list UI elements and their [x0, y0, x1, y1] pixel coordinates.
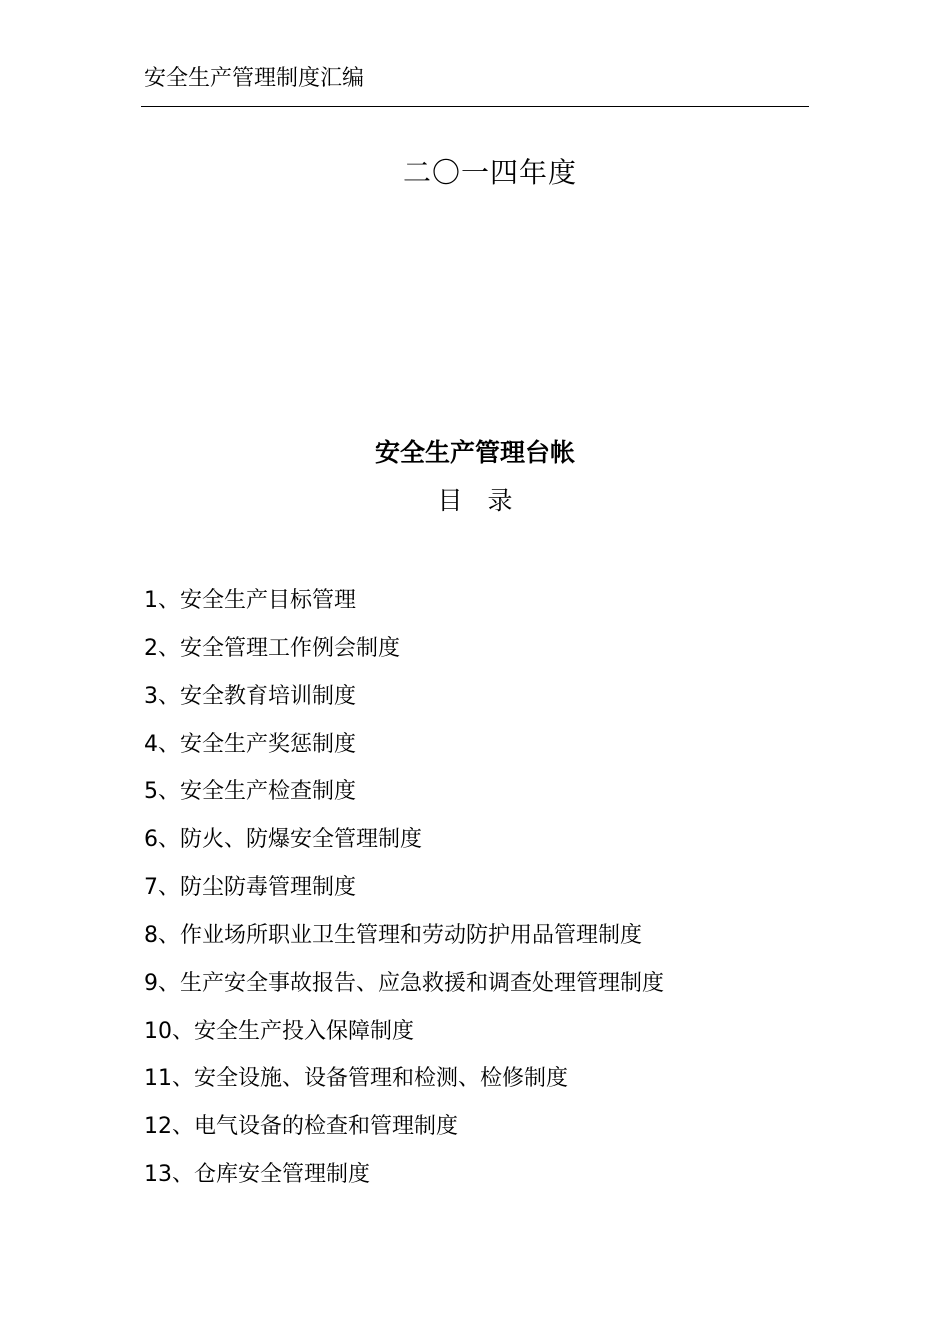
toc-item: 13、仓库安全管理制度 — [144, 1162, 370, 1188]
year-heading: 二〇一四年度 — [402, 156, 577, 189]
toc-item: 11、安全设施、设备管理和检测、检修制度 — [144, 1066, 568, 1092]
toc-item: 2、安全管理工作例会制度 — [144, 635, 400, 661]
toc-item: 12、电气设备的检查和管理制度 — [144, 1114, 458, 1140]
toc-item: 5、安全生产检查制度 — [144, 779, 356, 805]
toc-item: 10、安全生产投入保障制度 — [144, 1018, 414, 1044]
table-of-contents — [144, 586, 664, 1208]
toc-item: 9、生产安全事故报告、应急救援和调查处理管理制度 — [144, 970, 664, 996]
running-header: 安全生产管理制度汇编 — [144, 66, 365, 91]
toc-item: 4、安全生产奖惩制度 — [144, 731, 356, 757]
toc-item: 3、安全教育培训制度 — [144, 683, 356, 709]
toc-item: 6、防火、防爆安全管理制度 — [144, 827, 422, 853]
toc-item: 7、防尘防毒管理制度 — [144, 875, 356, 901]
toc-item: 8、作业场所职业卫生管理和劳动防护用品管理制度 — [144, 922, 642, 948]
toc-heading: 目 录 — [437, 486, 513, 515]
header-rule — [141, 106, 809, 107]
ledger-title: 安全生产管理台帐 — [374, 438, 575, 467]
toc-item: 1、安全生产目标管理 — [144, 588, 356, 613]
